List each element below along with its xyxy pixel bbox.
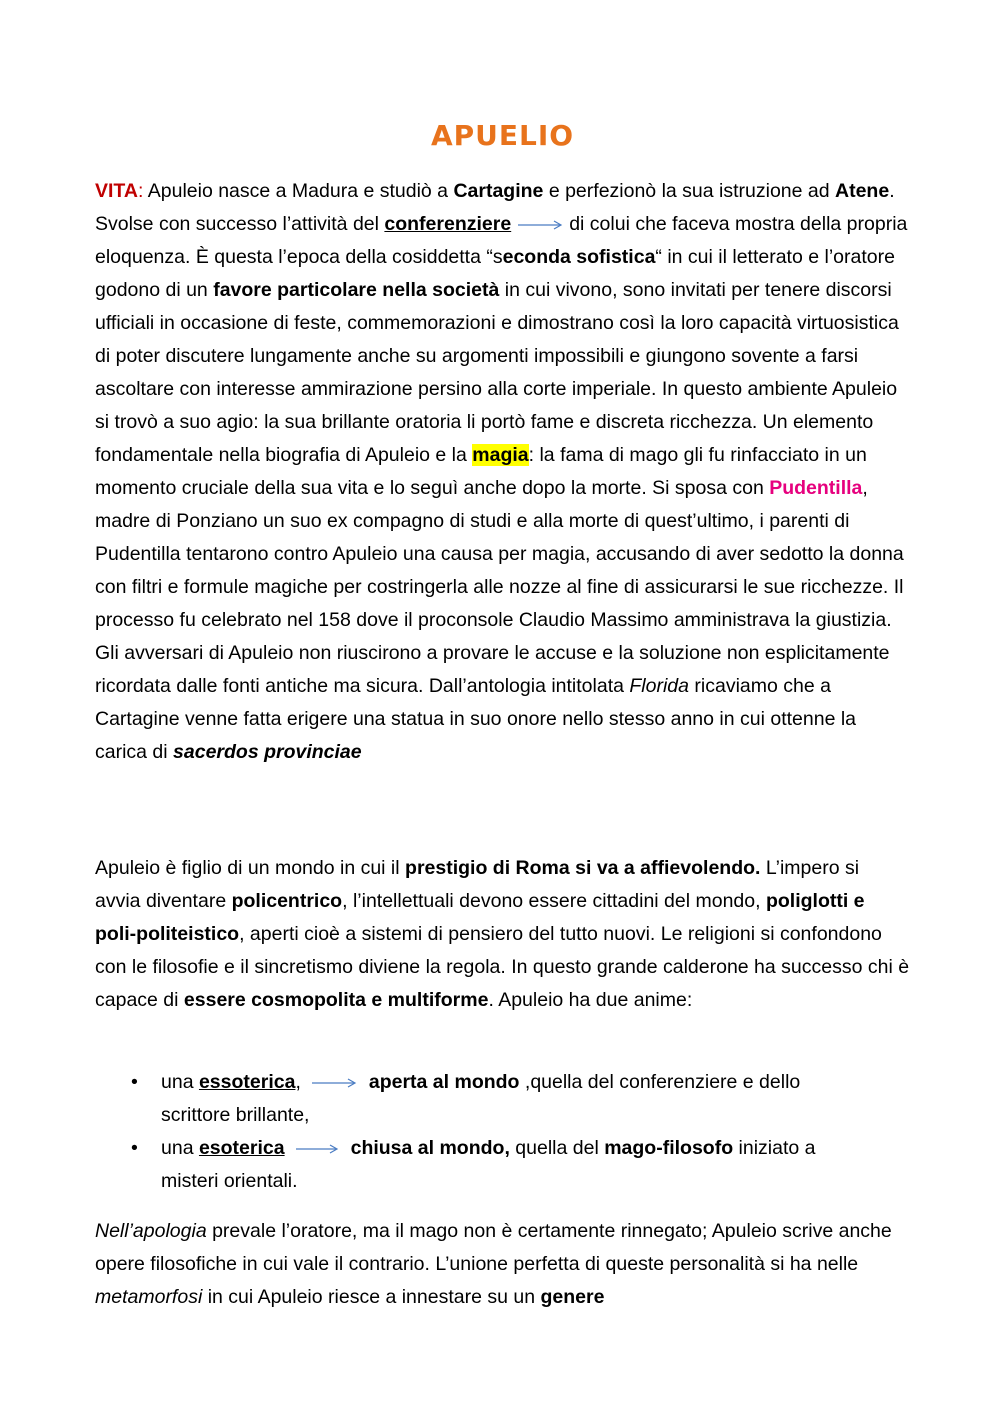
term-poliglotti: poliglotti e poli-politeistico	[95, 890, 865, 945]
right-arrow-icon	[311, 1078, 357, 1088]
text-run: e perfezionò la sua istruzione ad	[543, 180, 836, 202]
text-run: in cui Apuleio riesce a innestare su un	[202, 1286, 541, 1308]
text-run: . Svolse con successo l’attività del	[95, 180, 895, 235]
text-run: Apuleio nasce a Madura e studiò a	[143, 180, 454, 202]
term-favore: favore particolare nella società	[213, 279, 500, 301]
anime-list	[95, 1066, 910, 1198]
text-run: , madre di Ponziano un suo ex compagno di studi e alla morte di quest’ultimo, i parenti di Pudentilla tentarono contro Apuleio una causa per magia, accusando di aver sedotto la donna con filtri e formule magiche per costringerla alle nozze al fine di assicurarsi le sue ricchezze. Il processo fu celebrato nel 158 dove il proconsole Claudio Massimo amministrava la giustizia. Gli avversari di Apuleio non riuscirono a provare le accuse e la soluzione non esplicitamente ricordata dalle fonti antiche ma sicura. Dall’antologia intitolata	[95, 477, 904, 697]
text-run: , l’intellettuali devono essere cittadini del mondo,	[342, 890, 766, 912]
term-mago-filosofo: mago-filosofo	[604, 1137, 734, 1159]
term-prestigio: prestigio di Roma si va a affievolendo.	[405, 857, 761, 879]
list-item	[95, 1066, 841, 1132]
list-item	[95, 1132, 841, 1198]
bullet: •	[131, 1071, 138, 1093]
text-run: , aperti cioè a sistemi di pensiero del tutto nuovi. Le religioni si confondono con le filosofie e il sincretismo diviene la regola. In questo grande calderone ha successo chi è capace di	[95, 923, 910, 1011]
text-run: in cui vivono, sono invitati per tenere discorsi ufficiali in occasione di feste, commemorazioni e dimostrano così la loro capacità virtuosistica di poter discutere lungamente anche su argomenti impossibili e giungono sovente a farsi ascoltare con interesse ammirazione persino alla corte imperiale. In questo ambiente Apuleio si trovò a suo agio: la sua brillante oratoria li portò fame e discreta ricchezza. Un elemento fondamentale nella biografia di Apuleio e la	[95, 279, 899, 466]
term-pudentilla: Pudentilla	[769, 477, 863, 499]
term-metamorfosi: metamorfosi	[95, 1286, 203, 1308]
term-magia-highlight: magia	[472, 444, 529, 466]
text-run: di colui che faceva mostra della propria eloquenza. È questa l’epoca della cosiddetta “s	[95, 213, 908, 268]
document-title: APUELIO	[430, 119, 575, 152]
vita-colon: :	[137, 180, 144, 202]
text-run: : la fama di mago gli fu rinfacciato in un momento cruciale della sua vita e lo seguì anche dopo la morte. Si sposa con	[95, 444, 867, 499]
term-aperta-al-mondo: aperta al mondo	[368, 1071, 520, 1093]
term-conferenziere: conferenziere	[384, 213, 512, 235]
term-cartagine: Cartagine	[453, 180, 544, 202]
term-esoterica: esoterica	[198, 1137, 285, 1159]
text-run: ,	[295, 1071, 301, 1093]
vita-label: VITA	[95, 180, 138, 202]
term-cosmopolita: essere cosmopolita e multiforme	[183, 989, 489, 1011]
bullet: •	[131, 1137, 138, 1159]
paragraph-apologia	[95, 1215, 910, 1314]
text-run: “ in cui il letterato e l’oratore godono di un	[95, 246, 895, 301]
term-policentrico: policentrico	[231, 890, 343, 912]
term-essoterica: essoterica	[198, 1071, 296, 1093]
term-atene: Atene	[835, 180, 890, 202]
text-run: ricaviamo che a Cartagine venne fatta erigere una statua in suo onore nello stesso anno in cui ottenne la carica di	[95, 675, 857, 763]
text-run: Apuleio è figlio di un mondo in cui il	[95, 857, 406, 879]
text-run: iniziato a misteri orientali.	[161, 1137, 816, 1192]
term-apologia: Nell’apologia	[95, 1220, 207, 1242]
text-run: ,quella del conferenziere e dello scrittore brillante,	[161, 1071, 801, 1126]
term-florida: Florida	[629, 675, 689, 697]
right-arrow-icon	[517, 220, 563, 230]
term-sacerdos: sacerdos provinciae	[173, 741, 362, 763]
paragraph-vita	[95, 175, 910, 769]
text-run: quella del	[509, 1137, 605, 1159]
term-genere: genere	[540, 1286, 605, 1308]
text-run: prevale l’oratore, ma il mago non è certamente rinnegato; Apuleio scrive anche opere filosofiche in cui vale il contrario. L’unione perfetta di queste personalità si ha nelle	[95, 1220, 892, 1275]
text-run: una	[161, 1071, 199, 1093]
term-chiusa-al-mondo: chiusa al mondo,	[350, 1137, 510, 1159]
paragraph-contesto	[95, 852, 910, 1017]
text-run: L’impero si avvia diventare	[95, 857, 860, 912]
term-seconda-sofistica: econda sofistica	[502, 246, 656, 268]
right-arrow-icon	[295, 1144, 339, 1154]
text-run: . Apuleio ha due anime:	[488, 989, 693, 1011]
text-run: una	[161, 1137, 199, 1159]
